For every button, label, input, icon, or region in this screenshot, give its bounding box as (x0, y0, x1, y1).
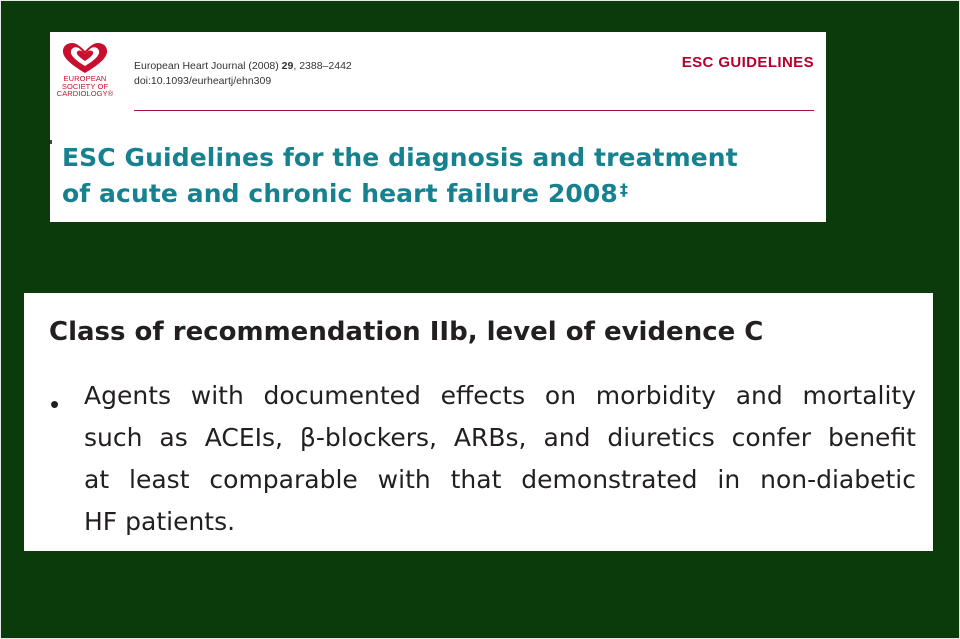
esc-guidelines-tag: ESC GUIDELINES (681, 54, 814, 71)
title-line-1: ESC Guidelines for the diagnosis and treatment (62, 143, 738, 172)
journal-citation (134, 59, 352, 89)
bullet-icon: • (50, 389, 60, 419)
logo-line: SOCIETY OF (61, 81, 109, 91)
citation-journal: European Heart Journal (2008) (134, 60, 282, 72)
recommendation-panel (24, 293, 933, 551)
citation-pages: , 2388–2442 (293, 60, 352, 72)
citation-volume: 29 (281, 60, 294, 72)
title-line-2: of acute and chronic heart failure 2008 (62, 179, 618, 208)
recommendation-line: HF patients. (84, 507, 236, 536)
title-footnote-mark: ‡ (619, 180, 628, 199)
recommendation-line: at least comparable with that demonstrated in non-diabetic (84, 465, 916, 494)
citation-doi: doi:10.1093/eurheartj/ehn309 (134, 75, 272, 87)
margin-tick (50, 140, 52, 144)
logo-line: CARDIOLOGY® (56, 89, 114, 98)
recommendation-line: Agents with documented effects on morbidity and mortality (84, 381, 916, 410)
header-divider (134, 110, 814, 111)
recommendation-line: such as ACEIs, β-blockers, ARBs, and diuretics confer benefit (84, 423, 916, 452)
paper-title (62, 140, 822, 212)
citation-line (134, 59, 352, 74)
recommendation-heading: Class of recommendation IIb, level of evidence C (49, 317, 764, 347)
recommendation-text (84, 375, 916, 543)
journal-header-panel (50, 32, 826, 222)
logo-line: EUROPEAN (63, 74, 107, 83)
logo-text (56, 75, 114, 98)
esc-heart-logo-icon (56, 40, 114, 112)
